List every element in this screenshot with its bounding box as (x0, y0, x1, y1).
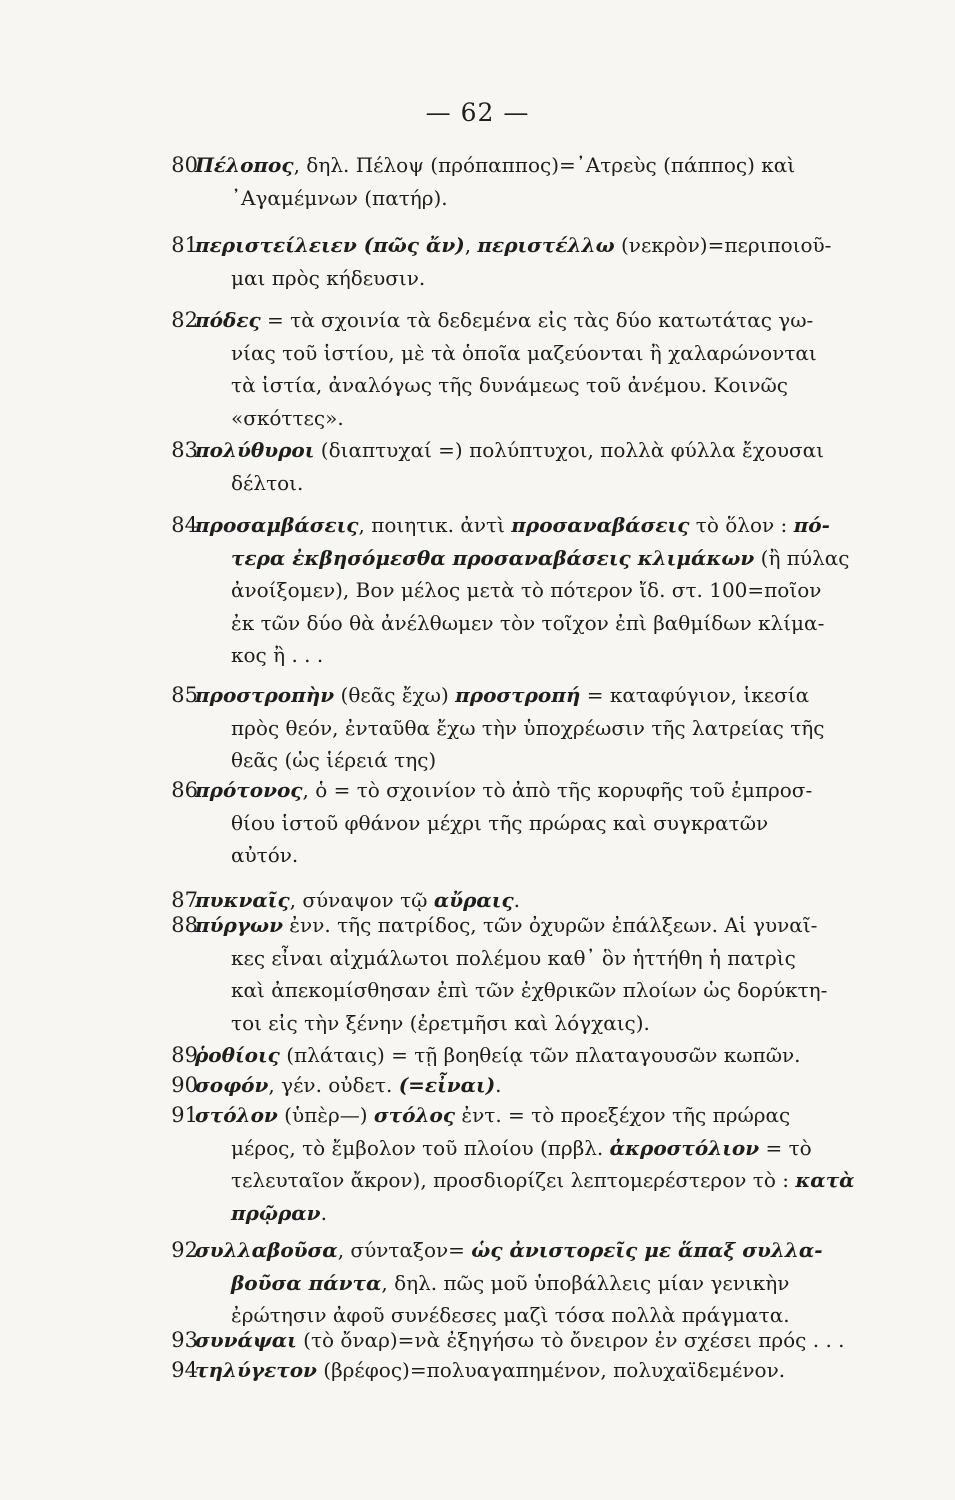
gloss-text: καὶ ἀπεκομίσθησαν ἐπὶ τῶν ἐχθρικῶν πλοίων ὡς δορύκτη- (231, 978, 828, 1002)
entry-number: 80 (171, 153, 198, 177)
gloss-text: ἐκ τῶν δύο θὰ ἀνέλθωμεν τὸν τοῖχον ἐπὶ βαθμίδων κλίμα- (231, 611, 825, 635)
entry-line (195, 1100, 790, 1130)
gloss-text: πρὸς θεόν, ἐνταῦθα ἔχω τὴν ὑποχρέωσιν τῆς λατρείας τῆς (231, 716, 825, 740)
entry-number: 88 (171, 913, 198, 937)
headword: πύργων (195, 913, 283, 937)
headword: ἀκροστόλιον (609, 1136, 760, 1160)
gloss-text: . (495, 1073, 502, 1097)
headword: προστροπὴν (195, 683, 335, 707)
entry-line (231, 468, 303, 498)
headword: ὡς ἀνιστορεῖς με ἅπαξ συλλα- (471, 1238, 823, 1262)
gloss-text: ἐνν. τῆς πατρίδος, τῶν ὀχυρῶν ἐπάλξεων. Αἱ γυναῖ- (282, 913, 818, 937)
gloss-text: , σύνταξον= (337, 1238, 472, 1262)
entry-number: 81 (171, 233, 198, 257)
gloss-text: (τὸ ὄναρ)=νὰ ἐξηγήσω τὸ ὄνειρον ἐν σχέσει πρός . . . (296, 1328, 845, 1352)
gloss-text: ἐντ. = τὸ προεξέχον τῆς πρώρας (455, 1103, 791, 1127)
entry-line (231, 1198, 327, 1228)
headword: προσαμβάσεις (195, 513, 359, 537)
gloss-text: τὰ ἱστία, ἀναλόγως τῆς δυνάμεως τοῦ ἀνέμου. Κοινῶς (231, 373, 789, 397)
gloss-text: = τὰ σχοινία τὰ δεδεμένα εἰς τὰς δύο κατωτάτας γω- (260, 308, 814, 332)
gloss-text: = καταφύγιον, ἱκεσία (580, 683, 810, 707)
gloss-text: , ὁ = τὸ σχοινίον τὸ ἀπὸ τῆς κορυφῆς τοῦ ἐμπροσ- (302, 778, 813, 802)
headword: συλλαβοῦσα (195, 1238, 338, 1262)
entry-line (195, 1325, 845, 1355)
gloss-text: νίας τοῦ ἱστίου, μὲ τὰ ὁποῖα μαζεύονται ἢ χαλαρώνονται (231, 341, 817, 365)
gloss-text: , δηλ. Πέλοψ (πρόπαππος)=᾽Ατρεὺς (πάππος) καὶ (293, 153, 796, 177)
gloss-text: θίου ἱστοῦ φθάνον μέχρι τῆς πρώρας καὶ συγκρατῶν (231, 811, 769, 835)
gloss-text: (θεᾶς ἔχω) (334, 683, 456, 707)
entry-number: 87 (171, 888, 198, 912)
entry-line (231, 1133, 812, 1163)
entry-line (231, 543, 849, 573)
entry-number: 92 (171, 1238, 198, 1262)
entry-number: 93 (171, 1328, 198, 1352)
entry-line (231, 808, 768, 838)
headword: στόλον (195, 1103, 278, 1127)
gloss-text: (πλάταις) = τῇ βοηθείᾳ τῶν πλαταγουσῶν κωπῶν. (279, 1043, 801, 1067)
entry-line (195, 150, 795, 180)
gloss-text: τελευταῖον ἄκρον), προσδιορίζει λεπτομερέστερον τὸ : (231, 1168, 796, 1192)
entry-line (231, 975, 827, 1005)
headword: προσαναβάσεις (511, 513, 690, 537)
gloss-text: , σύναψον τῷ (289, 888, 434, 912)
gloss-text: ἀνοίξομεν), Βον μέλος μετὰ τὸ πότερον ἴδ. στ. 100=ποῖον (231, 578, 822, 602)
gloss-text: . (513, 888, 520, 912)
entry-line (231, 840, 298, 870)
entry-number: 90 (171, 1073, 198, 1097)
entry-line (195, 305, 813, 335)
entry-line (231, 1008, 650, 1038)
gloss-text: (διαπτυχαί =) πολύπτυχοι, πολλὰ φύλλα ἔχουσαι (314, 438, 825, 462)
entry-line (231, 338, 817, 368)
gloss-text: , γέν. οὐδετ. (268, 1073, 399, 1097)
gloss-text: , δηλ. πῶς μοῦ ὑποβάλλεις μίαν γενικὴν (381, 1271, 790, 1295)
entry-line (231, 943, 796, 973)
entry-line (231, 640, 323, 670)
headword: περιστέλλω (477, 233, 615, 257)
entry-line (195, 1355, 785, 1385)
entry-number: 89 (171, 1043, 198, 1067)
gloss-text: . (320, 1201, 327, 1225)
headword: σοφόν (195, 1073, 269, 1097)
entry-line (231, 1268, 789, 1298)
headword: κατὰ (795, 1168, 855, 1192)
gloss-text: θεᾶς (ὡς ἱέρειά της) (231, 748, 437, 772)
headword: προστροπή (455, 683, 581, 707)
entry-line (195, 435, 824, 465)
gloss-text: , (464, 233, 478, 257)
gloss-text: = τὸ (759, 1136, 812, 1160)
gloss-text: (ὑπὲρ—) (277, 1103, 374, 1127)
entry-line (231, 608, 824, 638)
gloss-text: , ποιητικ. ἀντὶ (358, 513, 512, 537)
entry-number: 84 (171, 513, 198, 537)
headword: ῥοθίοις (195, 1043, 280, 1067)
headword: πολύθυροι (195, 438, 315, 462)
headword: πυκναῖς (195, 888, 290, 912)
entry-line (195, 510, 830, 540)
entry-line (231, 370, 788, 400)
entry-line (195, 230, 831, 260)
entry-number: 86 (171, 778, 198, 802)
entry-number: 82 (171, 308, 198, 332)
entry-line (231, 403, 344, 433)
gloss-text: κες εἶναι αἰχμάλωτοι πολέμου καθ᾽ ὃν ἡττήθη ἡ πατρὶς (231, 946, 796, 970)
gloss-text: δέλτοι. (231, 471, 304, 495)
headword: αὔραις (433, 888, 514, 912)
headword: τηλύγετον (195, 1358, 317, 1382)
entry-line (231, 183, 448, 213)
entry-line (231, 713, 824, 743)
entry-line (195, 680, 809, 710)
headword: πόδες (195, 308, 261, 332)
gloss-text: (ἢ πύλας (754, 546, 850, 570)
entry-line (231, 263, 425, 293)
headword: πρότονος (195, 778, 303, 802)
entry-line (231, 745, 436, 775)
gloss-text: κος ἢ . . . (231, 643, 324, 667)
gloss-text: τοι εἰς τὴν ξένην (ἐρετμῆσι καὶ λόγχαις). (231, 1011, 650, 1035)
gloss-text: μέρος, τὸ ἔμβολον τοῦ πλοίου (πρβλ. (231, 1136, 610, 1160)
gloss-text: ᾽Αγαμέμνων (πατήρ). (231, 186, 448, 210)
headword: τερα ἐκβησόμεσθα προσαναβάσεις κλιμάκων (231, 546, 755, 570)
entry-line (231, 575, 821, 605)
headword: πό- (793, 513, 830, 537)
gloss-text: τὸ ὅλον : (689, 513, 794, 537)
gloss-text: ἐρώτησιν ἀφοῦ συνέδεσες μαζὶ τόσα πολλὰ πράγματα. (231, 1303, 790, 1327)
entry-number: 94 (171, 1358, 198, 1382)
headword: συνάψαι (195, 1328, 297, 1352)
entry-number: 85 (171, 683, 198, 707)
entry-line (231, 1165, 855, 1195)
entry-line (195, 1040, 801, 1070)
headword: βοῦσα πάντα (231, 1271, 382, 1295)
headword: στόλος (373, 1103, 456, 1127)
entry-number: 83 (171, 438, 198, 462)
entry-line (195, 775, 812, 805)
gloss-text: (νεκρὸν)=περιποιοῦ- (614, 233, 832, 257)
entry-line (195, 910, 817, 940)
gloss-text: μαι πρὸς κήδευσιν. (231, 266, 426, 290)
headword: πρῷραν (231, 1201, 321, 1225)
gloss-text: (βρέφος)=πολυαγαπημένον, πολυχαϊδεμένον. (316, 1358, 786, 1382)
entry-number: 91 (171, 1103, 198, 1127)
headword: περιστείλειεν (πῶς ἄν) (195, 233, 465, 257)
page-number: — 62 — (425, 98, 530, 127)
entry-line (195, 1235, 823, 1265)
entry-line (195, 1070, 502, 1100)
gloss-text: αὐτόν. (231, 843, 299, 867)
headword: (=εἶναι) (398, 1073, 496, 1097)
gloss-text: «σκόττες». (231, 406, 344, 430)
headword: Πέλοπος (195, 153, 294, 177)
